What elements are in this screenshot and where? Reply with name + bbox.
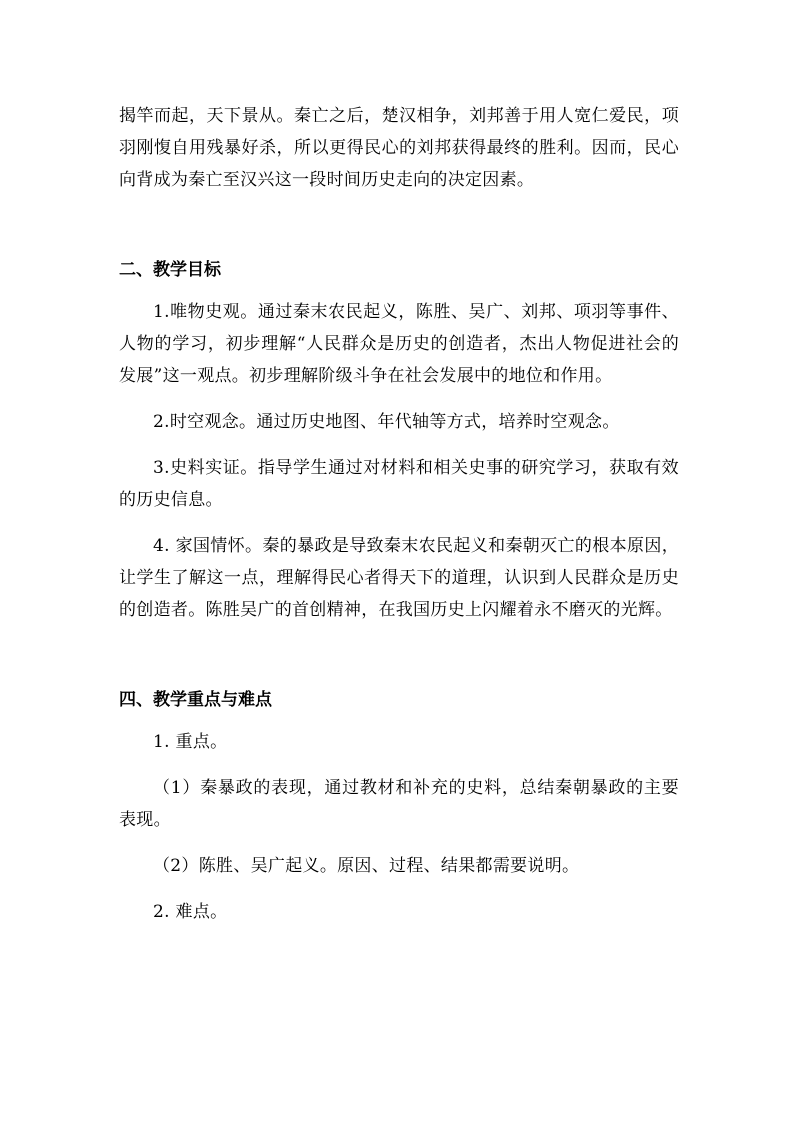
focus-subitem-2: （2）陈胜、吴广起义。原因、过程、结果都需要说明。 bbox=[153, 856, 580, 876]
goal-item-3: 3.史料实证。指导学生通过对材料和相关史事的研究学习，获取有效的历史信息。 bbox=[119, 458, 679, 510]
goal-item-2: 2.时空观念。通过历史地图、年代轴等方式，培养时空观念。 bbox=[153, 412, 620, 432]
section-heading-key-points: 四、教学重点与难点 bbox=[119, 690, 272, 710]
focus-item-difficulties: 2. 难点。 bbox=[153, 902, 228, 922]
intro-paragraph: 揭竿而起，天下景从。秦亡之后，楚汉相争，刘邦善于用人宽仁爱民，项羽刚愎自用残暴好杀，所以更得民心的刘邦获得最终的胜利。因而，民心向背成为秦亡至汉兴这一段时间历史走向的决定因素。 bbox=[119, 106, 679, 190]
document-page bbox=[119, 100, 679, 928]
focus-subitem-1: （1）秦暴政的表现，通过教材和补充的史料，总结秦朝暴政的主要表现。 bbox=[119, 778, 679, 830]
focus-item-key-points: 1. 重点。 bbox=[153, 732, 228, 752]
goal-item-1: 1.唯物史观。通过秦末农民起义，陈胜、吴广、刘邦、项羽等事件、人物的学习，初步理解“人民群众是历史的创造者，杰出人物促进社会的发展”这一观点。初步理解阶级斗争在社会发展中的地位和作用。 bbox=[119, 302, 679, 386]
goal-item-4: 4. 家国情怀。秦的暴政是导致秦末农民起义和秦朝灭亡的根本原因，让学生了解这一点，理解得民心者得天下的道理，认识到人民群众是历史的创造者。陈胜吴广的首创精神，在我国历史上闪耀着永不磨灭的光辉。 bbox=[119, 536, 679, 620]
section-heading-teaching-goals: 二、教学目标 bbox=[119, 260, 221, 280]
